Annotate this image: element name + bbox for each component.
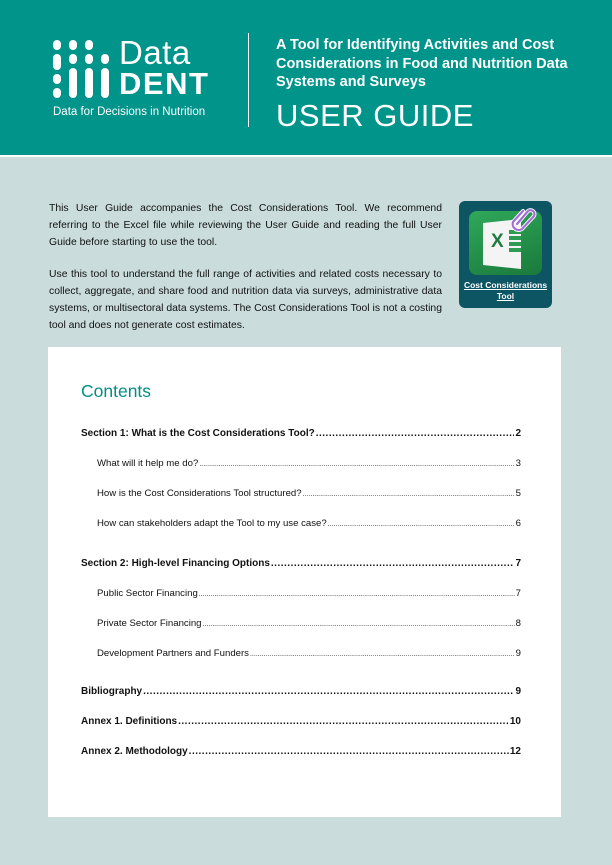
toc-entry-page: 12 bbox=[509, 746, 521, 757]
toc-entry-page: 6 bbox=[515, 518, 521, 529]
toc-entry-section-2[interactable] bbox=[81, 558, 521, 569]
datadent-logo bbox=[53, 34, 223, 118]
cover-header bbox=[0, 0, 612, 157]
toc-entry-page: 7 bbox=[515, 558, 521, 569]
logo-bars-icon bbox=[53, 40, 115, 98]
toc-entry-label: Section 1: What is the Cost Considerations Tool? bbox=[81, 428, 315, 439]
logo-word-data: Data bbox=[119, 34, 191, 71]
toc-entry-page: 10 bbox=[509, 716, 521, 727]
toc-entry-label: Annex 1. Definitions bbox=[81, 716, 178, 727]
toc-entry-bibliography[interactable] bbox=[81, 686, 521, 697]
logo-tagline: Data for Decisions in Nutrition bbox=[53, 106, 206, 118]
toc-entry-label: Private Sector Financing bbox=[97, 618, 202, 629]
toc-entry-annex-1[interactable] bbox=[81, 716, 521, 727]
logo-word-dent: DENT bbox=[119, 66, 210, 101]
toc-entry-private-sector[interactable] bbox=[81, 618, 521, 629]
cost-considerations-tool-link[interactable] bbox=[459, 201, 552, 308]
toc-entry-page: 3 bbox=[515, 458, 521, 469]
excel-file-icon: X bbox=[469, 211, 542, 275]
toc-entry-label: Bibliography bbox=[81, 686, 143, 697]
tool-link-label: Cost Considerations Tool bbox=[463, 280, 548, 301]
header-divider bbox=[248, 33, 249, 127]
toc-entry-page: 2 bbox=[515, 428, 521, 439]
toc-entry-annex-2[interactable] bbox=[81, 746, 521, 757]
intro-text bbox=[49, 201, 442, 335]
table-of-contents bbox=[48, 347, 561, 817]
intro-paragraph: Use this tool to understand the full range of activities and related costs necessary to collect, aggregate, and share food and nutrition data via surveys, administrative data systems, or multisectoral data systems. The Cost Considerations Tool is not a costing tool and does not generate cost estimates. bbox=[49, 269, 442, 331]
toc-entry-label: Public Sector Financing bbox=[97, 588, 198, 599]
toc-entry-page: 5 bbox=[515, 488, 521, 499]
toc-entry-label: Development Partners and Funders bbox=[97, 648, 249, 659]
toc-entry-what-will-it-help[interactable] bbox=[81, 458, 521, 469]
document-subtitle: A Tool for Identifying Activities and Cost Considerations in Food and Nutrition Data Systems and Surveys bbox=[276, 37, 568, 90]
toc-entry-label: Section 2: High-level Financing Options bbox=[81, 558, 270, 569]
toc-entry-label: Annex 2. Methodology bbox=[81, 746, 188, 757]
toc-entry-adapt-tool[interactable] bbox=[81, 518, 521, 529]
toc-entry-how-structured[interactable] bbox=[81, 488, 521, 499]
paperclip-icon bbox=[509, 204, 537, 232]
toc-title: Contents bbox=[81, 381, 152, 401]
toc-entry-page: 9 bbox=[515, 648, 521, 659]
intro-paragraph: This User Guide accompanies the Cost Considerations Tool. We recommend referring to the Excel file while reviewing the User Guide and reading the full User Guide before starting to use the tool. bbox=[49, 203, 442, 248]
toc-entry-public-sector[interactable] bbox=[81, 588, 521, 599]
toc-entry-label: How can stakeholders adapt the Tool to my use case? bbox=[97, 518, 327, 529]
document-title: USER GUIDE bbox=[276, 98, 474, 133]
toc-entry-page: 9 bbox=[515, 686, 521, 697]
toc-entry-page: 7 bbox=[515, 588, 521, 599]
toc-entry-section-1[interactable] bbox=[81, 428, 521, 439]
toc-entry-page: 8 bbox=[515, 618, 521, 629]
toc-entry-label: How is the Cost Considerations Tool structured? bbox=[97, 488, 302, 499]
toc-entry-development-partners[interactable] bbox=[81, 648, 521, 659]
toc-entry-label: What will it help me do? bbox=[97, 458, 199, 469]
